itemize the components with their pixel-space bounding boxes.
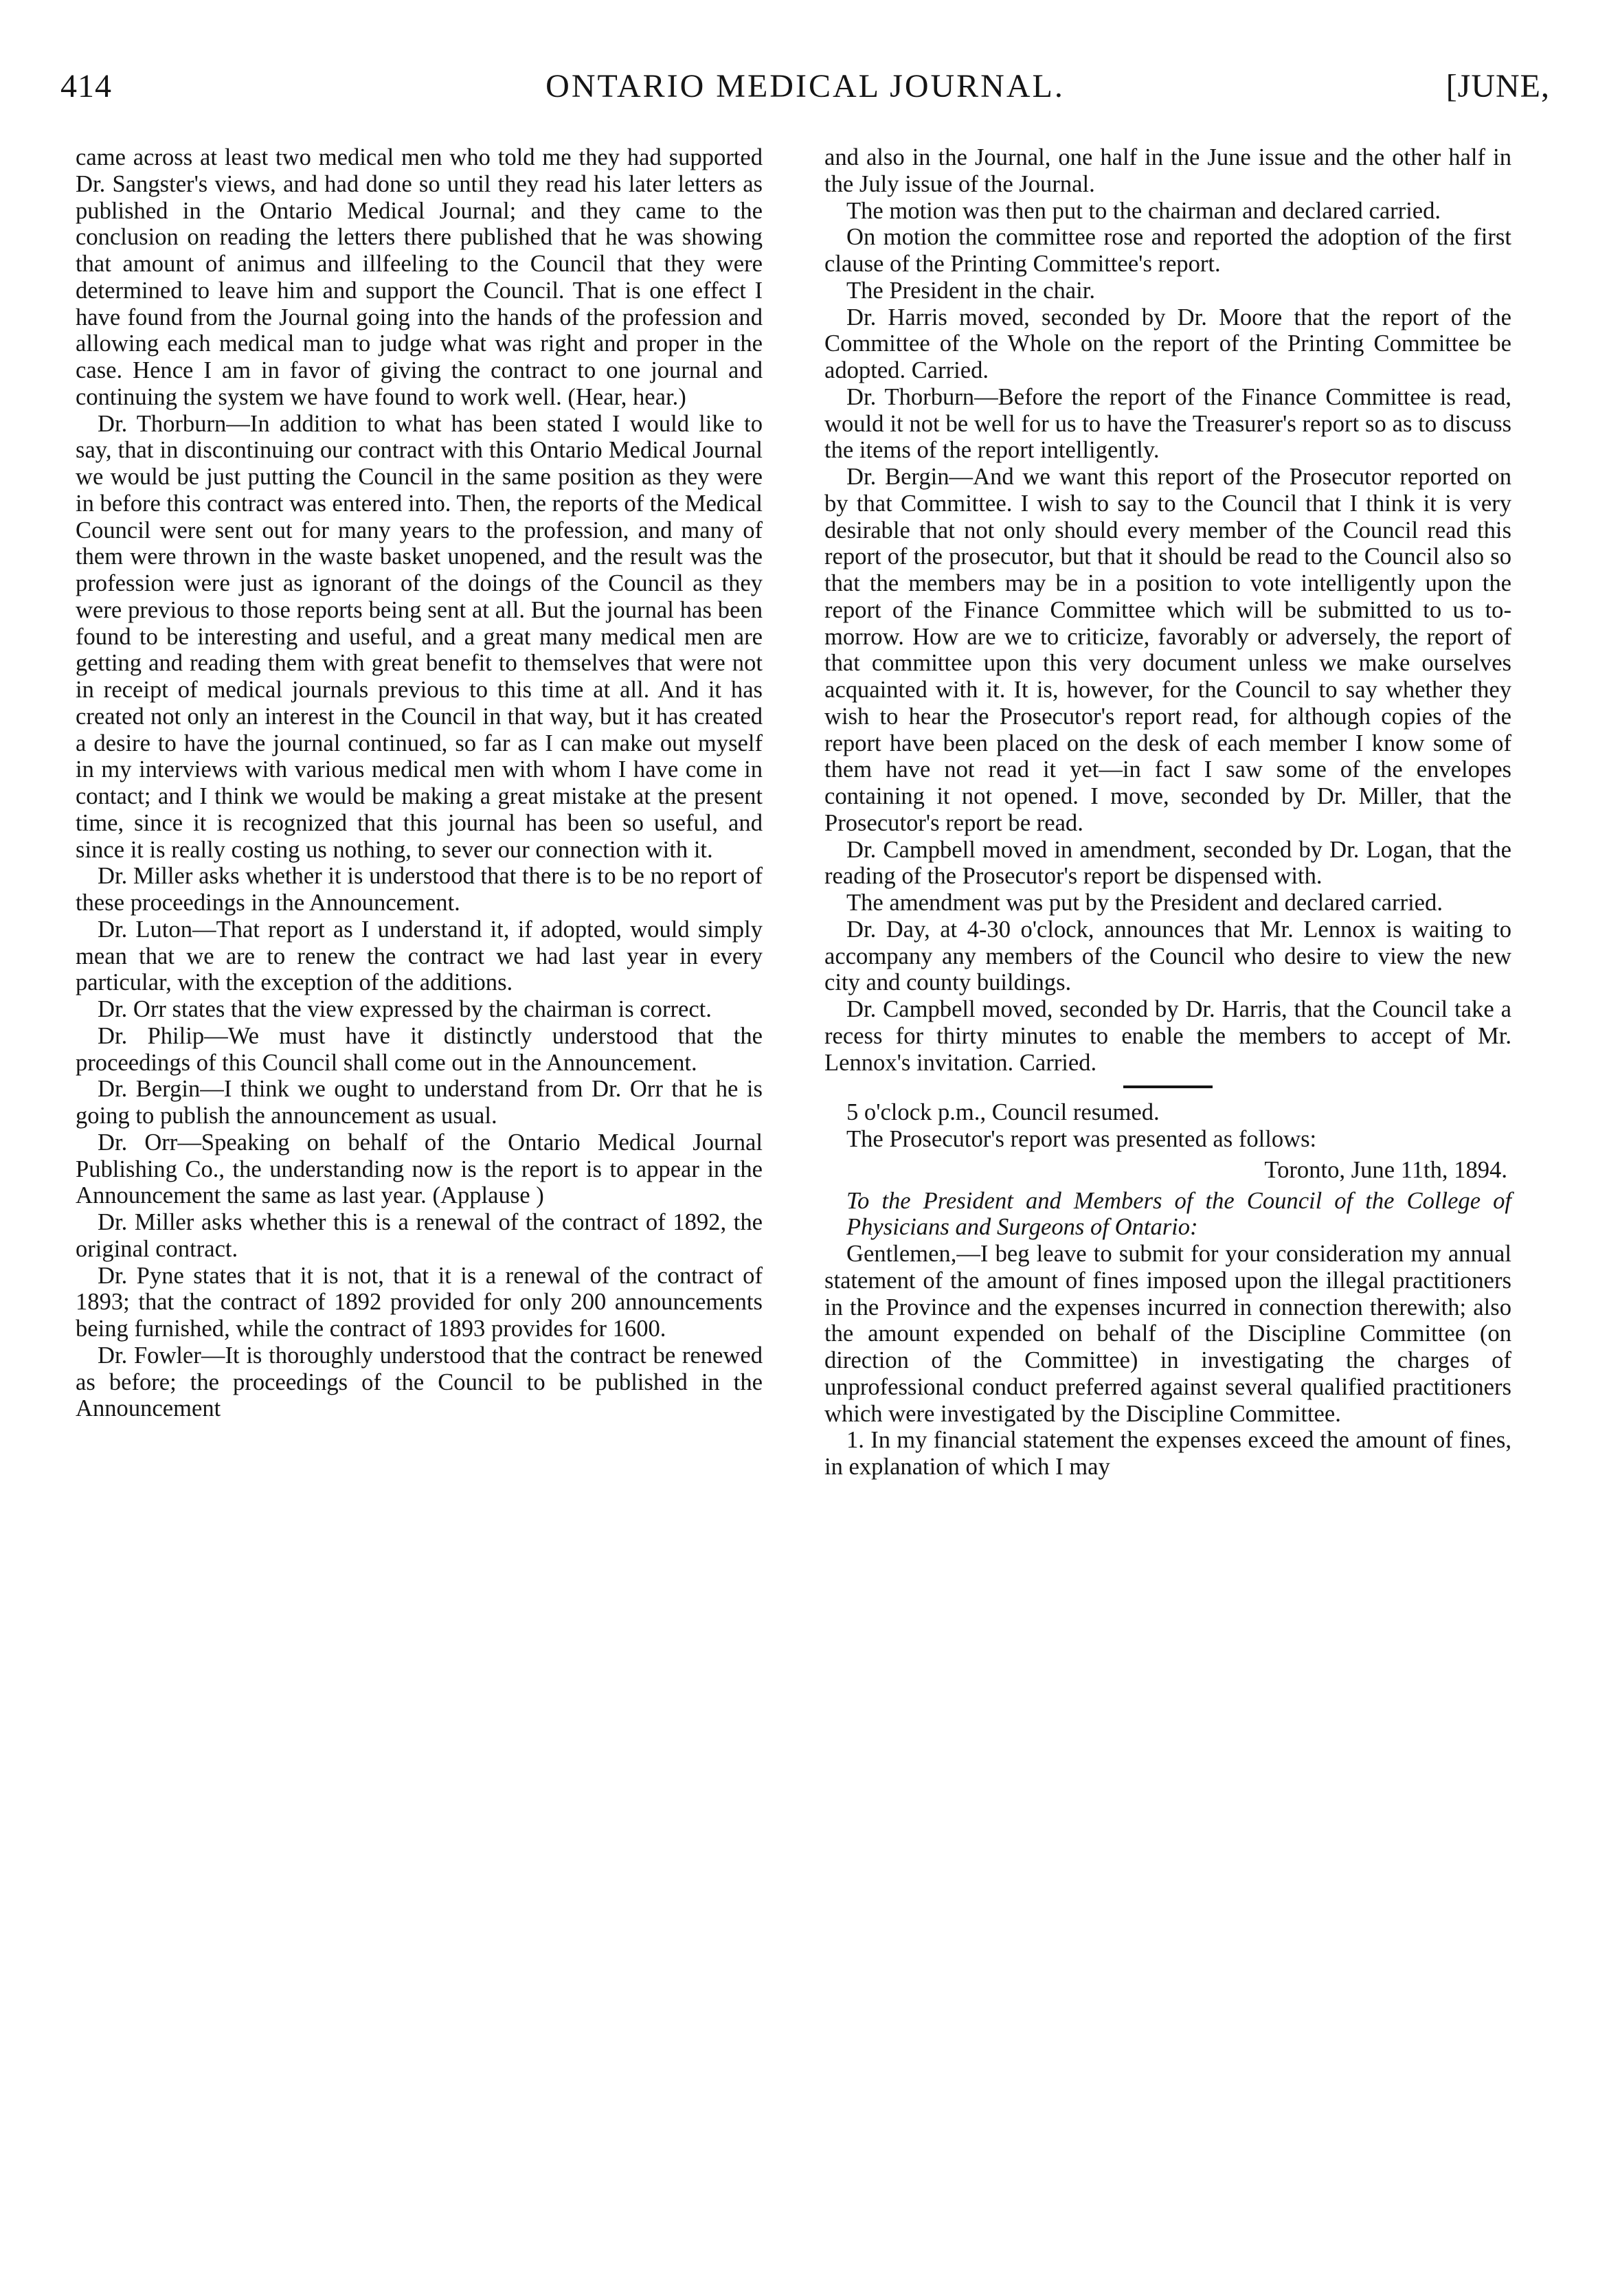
paragraph: Dr. Thorburn—Before the report of the Finance Committee is read, would it not be well for us to have the Treasurer's report so as to discuss the items of the report intelligently. [824,383,1511,464]
paragraph: Dr. Campbell moved in amendment, seconded by Dr. Logan, that the reading of the Prosecutor's report be dispensed with. [824,836,1511,890]
paragraph: Dr. Miller asks whether this is a renewal of the contract of 1892, the original contract. [76,1209,763,1262]
paragraph: Dr. Thorburn—In addition to what has been stated I would like to say, that in discontinuing our contract with this Ontario Medical Journal we would be just putting the Council in the same position as they were in before this contract was entered into. Then, the reports of the Medical Council were sent out for many years to the profession, and many of them were thrown in the waste basket unopened, and the result was the profession were just as ignorant of the doings of the Council as they were previous to those reports being sent at all. But the journal has been found to be interesting and useful, and a great many medical men are getting and reading them with great benefit to themselves that were not in receipt of medical journals previous to this time at all. And it has created not only an interest in the Council in that way, but it has created a desire to have the journal continued, so far as I can make out myself in my interviews with various medical men with whom I have come in contact; and I think we would be making a great mistake at the present time, since it is recognized that this journal has been so useful, and since it is really costing us nothing, to sever our connection with it. [76,410,763,863]
paragraph: Dr. Pyne states that it is not, that it is a renewal of the contract of 1893; that the contract of 1892 provided for only 200 announcements being furnished, while the contract of 1893 provides for 1600. [76,1262,763,1342]
paragraph: Dr. Luton—That report as I understand it, if adopted, would simply mean that we are to renew the contract we had last year in every particular, with the exception of the additions. [76,916,763,996]
left-column [76,144,763,1422]
issue-month: [JUNE, [1445,68,1550,104]
paragraph: Dr. Fowler—It is thoroughly understood that the contract be renewed as before; the proceedings of the Council to be published in the Announcement [76,1342,763,1422]
right-column [824,144,1511,1481]
paragraph: Dr. Miller asks whether it is understood that there is to be no report of these proceedings in the Announcement. [76,863,763,916]
paragraph: Dr. Bergin—I think we ought to understand from Dr. Orr that he is going to publish the announcement as usual. [76,1076,763,1129]
paragraph: Dr. Bergin—And we want this report of the Prosecutor reported on by that Committee. I wish to say to the Council that I think it is very desirable that not only should every member of the Council read this report of the prosecutor, but that it should be read to the Council also so that the members may be in a position to vote intelligently upon the report of the Finance Committee which will be submitted to us to-morrow. How are we to criticize, favorably or adversely, the report of that committee upon this very document unless we make ourselves acquainted with it. It is, however, for the Council to say whether they wish to hear the Prosecutor's report read, for although copies of the report have been placed on the desk of each member I know some of them have not read it yet—in fact I saw some of the envelopes containing it not opened. I move, seconded by Dr. Miller, that the Prosecutor's report be read. [824,464,1511,836]
paragraph: Dr. Philip—We must have it distinctly understood that the proceedings of this Council shall come out in the Announcement. [76,1022,763,1076]
paragraph: The motion was then put to the chairman and declared carried. [846,197,1441,224]
paragraph: Dr. Harris moved, seconded by Dr. Moore that the report of the Committee of the Whole on the report of the Printing Committee be adopted. Carried. [824,304,1511,383]
running-header [60,67,1550,109]
paragraph: On motion the committee rose and reported the adoption of the first clause of the Printing Committee's report. [824,224,1511,277]
page-number: 414 [60,68,112,104]
presented-note: The Prosecutor's report was presented as follows: [846,1126,1317,1152]
paragraph: and also in the Journal, one half in the June issue and the other half in the July issue of the Journal. [824,144,1511,197]
paragraph: 1. In my financial statement the expenses exceed the amount of fines, in explanation of which I may [824,1427,1511,1480]
report-address: To the President and Members of the Council of the College of Physicians and Surgeons of Ontario: [846,1187,1511,1241]
journal-title: ONTARIO MEDICAL JOURNAL. [545,68,1065,104]
paragraph: Dr. Orr—Speaking on behalf of the Ontario Medical Journal Publishing Co., the understanding now is the report is to appear in the Announcement the same as last year. (Applause ) [76,1129,763,1209]
paragraph: The amendment was put by the President and declared carried. [846,890,1443,916]
paragraph: The President in the chair. [846,277,1096,304]
paragraph: came across at least two medical men who told me they had supported Dr. Sangster's views, and had done so until they read his later letters as published in the Ontario Medical Journal; and they came to the conclusion on reading the letters there published that he was showing that amount of animus and illfeeling to the Council that they were determined to leave him and support the Council. That is one effect I have found from the Journal going into the hands of the profession and allowing each medical man to judge what was right and proper in the case. Hence I am in favor of giving the contract to one journal and continuing the system we have found to work well. (Hear, hear.) [76,144,763,410]
resumed-note: 5 o'clock p.m., Council resumed. [846,1099,1160,1126]
paragraph: Dr. Campbell moved, seconded by Dr. Harris, that the Council take a recess for thirty minutes to enable the members to accept of Mr. Lennox's invitation. Carried. [824,996,1511,1076]
report-dateline: Toronto, June 11th, 1894. [1264,1156,1507,1183]
paragraph: Dr. Orr states that the view expressed by the chairman is correct. [98,996,712,1022]
paragraph: Dr. Day, at 4-30 o'clock, announces that Mr. Lennox is waiting to accompany any members of the Council who desire to view the new city and county buildings. [824,916,1511,996]
paragraph: Gentlemen,—I beg leave to submit for your consideration my annual statement of the amount of fines imposed upon the illegal practitioners in the Province and the expenses incurred in connection therewith; also the amount expended on behalf of the Discipline Committee (on direction of the Committee) in investigating the charges of unprofessional conduct preferred against several qualified practitioners which were investigated by the Discipline Committee. [824,1241,1511,1427]
section-divider [1123,1085,1213,1088]
